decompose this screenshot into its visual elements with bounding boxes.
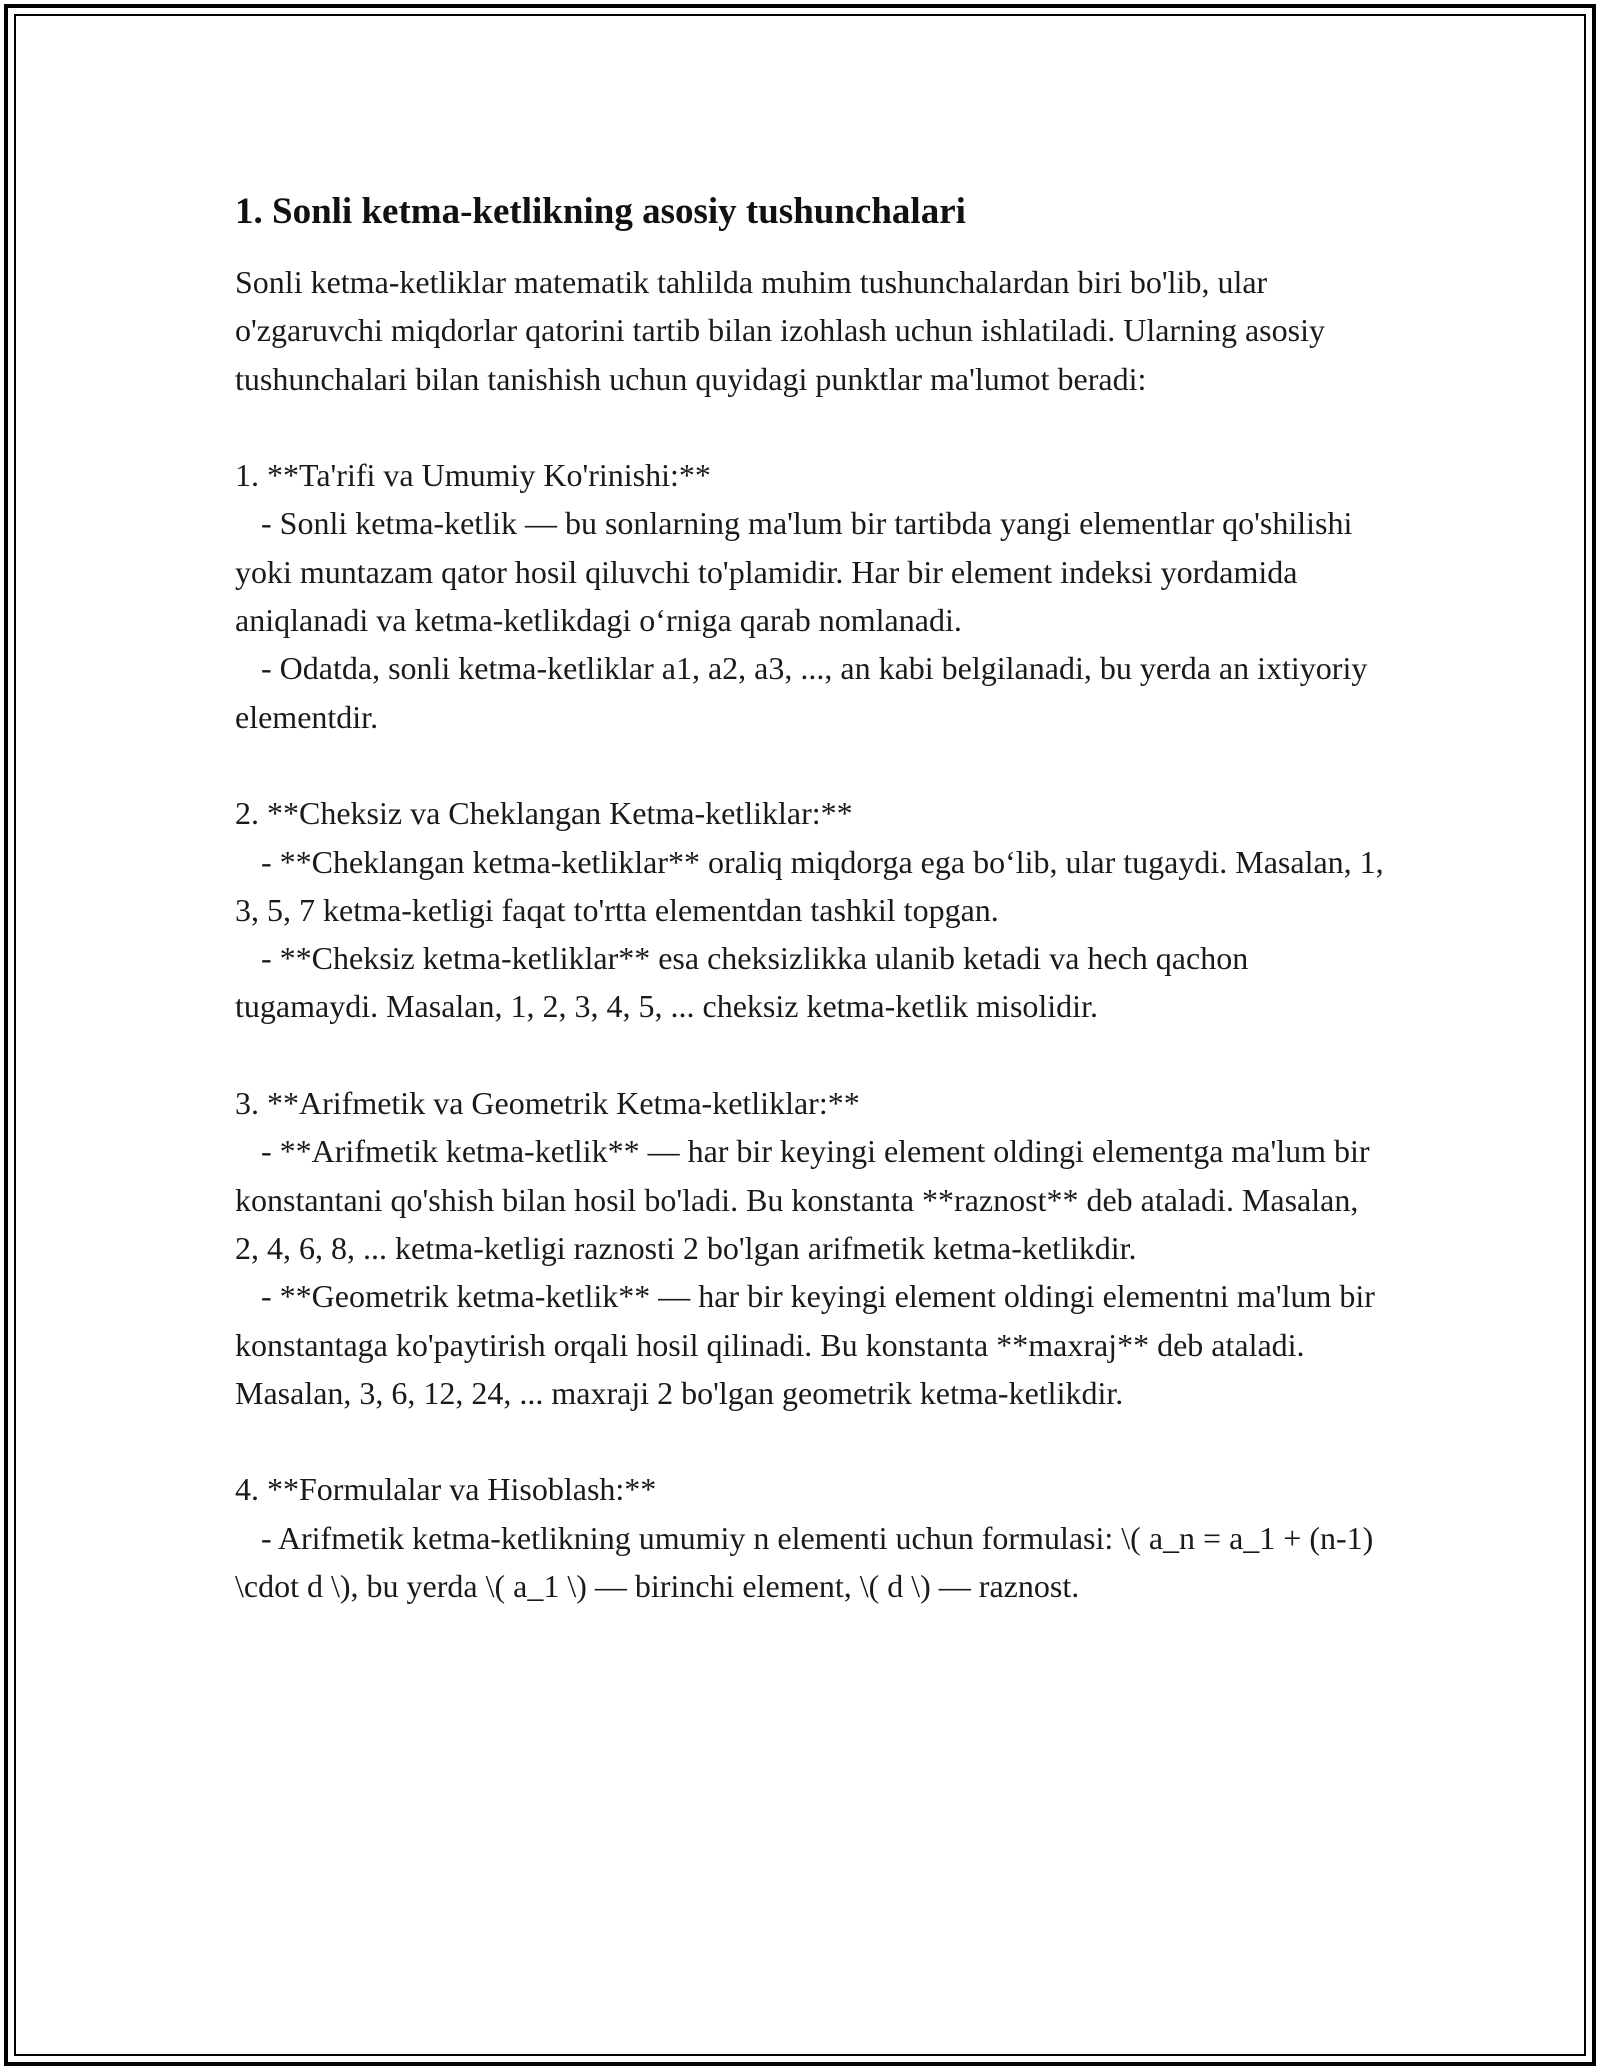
section-bullet: - **Cheksiz ketma-ketliklar** esa cheksizlikka ulanib ketadi va hech qachon tugamaydi. Masalan, 1, 2, 3, 4, 5, ... cheksiz ketma-ketlik misolidir. <box>235 940 1249 1025</box>
section-bullet: - Arifmetik ketma-ketlikning umumiy n elementi uchun formulasi: \( a_n = a_1 + (n-1) \cdot d \), bu yerda \( a_1 \) — birinchi element, \( d \) — raznost. <box>235 1519 1374 1605</box>
section-bullet: - Sonli ketma-ketlik — bu sonlarning ma'lum bir tartibda yangi elementlar qo'shilishi yoki muntazam qator hosil qiluvchi to'plamidir. Har bir element indeksi yordamida aniqlanadi va ketma-ketlikdagi o‘rniga qarab nomlanadi. <box>235 505 1353 639</box>
section-4 <box>235 1465 1385 1610</box>
section-bullet: - **Arifmetik ketma-ketlik** — har bir keyingi element oldingi elementga ma'lum bir konstantani qo'shish bilan hosil bo'ladi. Bu konstanta **raznost** deb ataladi. Masalan, 2, 4, 6, 8, ... ketma-ketligi raznosti 2 bo'lgan arifmetik ketma-ketlikdir. <box>235 1133 1370 1266</box>
section-bullet: - **Cheklangan ketma-ketliklar** oraliq miqdorga ega bo‘lib, ular tugaydi. Masalan, 1, 3, 5, 7 ketma-ketligi faqat to'rtta elementdan tashkil topgan. <box>235 843 1384 928</box>
section-1 <box>235 451 1385 741</box>
document-body <box>235 188 1385 1610</box>
spacer <box>235 1031 1385 1079</box>
section-heading: 4. **Formulalar va Hisoblash:** <box>235 1471 657 1508</box>
section-bullet: - **Geometrik ketma-ketlik** — har bir keyingi element oldingi elementni ma'lum bir konstantaga ko'paytirish orqali hosil qilinadi. Bu konstanta **maxraj** deb ataladi. Masalan, 3, 6, 12, 24, ... maxraji 2 bo'lgan geometrik ketma-ketlikdir. <box>235 1278 1375 1411</box>
intro-paragraph: Sonli ketma-ketliklar matematik tahlilda muhim tushunchalardan biri bo'lib, ular o'zgaruvchi miqdorlar qatorini tartib bilan izohlash uchun ishlatiladi. Ularning asosiy tushunchalari bilan tanishish uchun quyidagi punktlar ma'lumot beradi: <box>235 264 1333 397</box>
section-heading: 1. **Ta'rifi va Umumiy Ko'rinishi:** <box>235 457 711 494</box>
spacer <box>235 403 1385 451</box>
document-title: 1. Sonli ketma-ketlikning asosiy tushunchalari <box>235 191 966 232</box>
section-3 <box>235 1079 1385 1417</box>
spacer <box>235 1417 1385 1465</box>
section-heading: 3. **Arifmetik va Geometrik Ketma-ketliklar:** <box>235 1085 860 1122</box>
spacer <box>235 741 1385 789</box>
section-heading: 2. **Cheksiz va Cheklangan Ketma-ketliklar:** <box>235 795 853 832</box>
section-2 <box>235 789 1385 1030</box>
section-bullet: - Odatda, sonli ketma-ketliklar a1, a2, a3, ..., an kabi belgilanadi, bu yerda an ixtiyoriy elementdir. <box>235 650 1368 735</box>
